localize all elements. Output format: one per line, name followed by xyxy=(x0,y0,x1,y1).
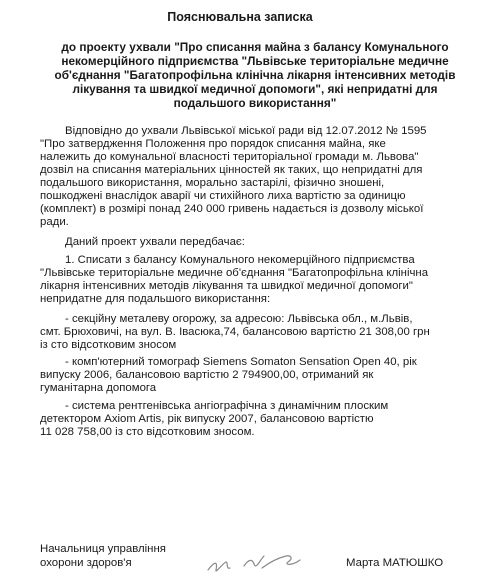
sub-item-line: із сто відсотковим зносом xyxy=(40,339,177,351)
paragraph-line: (комплект) в розмірі понад 240 000 гривень надається із дозволу міської xyxy=(40,203,424,215)
handwritten-signature xyxy=(200,548,310,578)
sub-item-line: випуску 2006, балансовою вартістю 2 794900,00, отриманий як xyxy=(40,369,374,381)
signatory-position-line: охорони здоров'я xyxy=(40,557,132,569)
paragraph-line: пошкоджені внаслідок аварії чи стихійного лиха вартістю за одиницю xyxy=(40,190,406,202)
list-item-line: непридатне для подальшого використання: xyxy=(40,293,271,305)
signatory-position xyxy=(40,542,166,570)
sub-item-line: 11 028 758,00 із сто відсотковим зносом. xyxy=(40,426,255,438)
signatory-name: Марта МАТЮШКО xyxy=(346,557,444,569)
subject-line: об'єднання "Багатопрофільна клінічна лікарня інтенсивних методів xyxy=(54,68,456,82)
signatory-position-line: Начальниця управління xyxy=(40,543,166,555)
paragraph-line: Даний проект ухвали передбачає: xyxy=(65,236,245,248)
subject-line: до проекту ухвали "Про списання майна з балансу Комунального xyxy=(61,40,449,54)
document-subject xyxy=(40,40,470,110)
document-title: Пояснювальна записка xyxy=(167,10,313,24)
subject-line: лікування та швидкої медичної допомоги", які непридатні для xyxy=(72,82,438,96)
list-item-line: лікарня інтенсивних методів лікування та швидкої медичної допомоги" xyxy=(40,280,413,292)
sub-item-line: смт. Брюховичі, на вул. В. Івасюка,74, балансовою вартістю 21 308,00 грн xyxy=(40,326,430,338)
sub-item-line: - секційну металеву огорожу, за адресою: Львівська обл., м.Львів, xyxy=(65,313,413,325)
sub-item-line: - комп'ютерний томограф Siemens Somaton Sensation Open 40, рік xyxy=(65,356,417,368)
subject-line: некомерційного підприємства "Львівське територіальне медичне xyxy=(61,54,449,68)
list-item-line: 1. Списати з балансу Комунального некомерційного підприємства xyxy=(65,254,415,266)
list-item-line: "Львівське територіальне медичне об'єднання "Багатопрофільна клінічна xyxy=(40,267,429,279)
sub-item-line: детектором Axiom Artis, рік випуску 2007, балансовою вартістю xyxy=(40,413,374,425)
paragraph-line: Відповідно до ухвали Львівської міської ради від 12.07.2012 № 1595 xyxy=(65,125,427,137)
paragraph-line: належить до комунальної власності територіальної громади м. Львова" xyxy=(40,151,419,163)
paragraph-line: дозвіл на списання матеріальних цінностей як таких, що непридатні для xyxy=(40,164,423,176)
subject-line: подальшого використання" xyxy=(173,96,337,110)
paragraph-line: подальшого використання, морально застарілі, фізично зношені, xyxy=(40,177,385,189)
sub-item-line: - система рентгенівська ангіографічна з динамічним плоским xyxy=(65,400,389,412)
paragraph-line: "Про затвердження Положення про порядок списання майна, яке xyxy=(40,138,386,150)
sub-item-line: гуманітарна допомога xyxy=(40,382,157,394)
paragraph-line: ради. xyxy=(40,216,69,228)
